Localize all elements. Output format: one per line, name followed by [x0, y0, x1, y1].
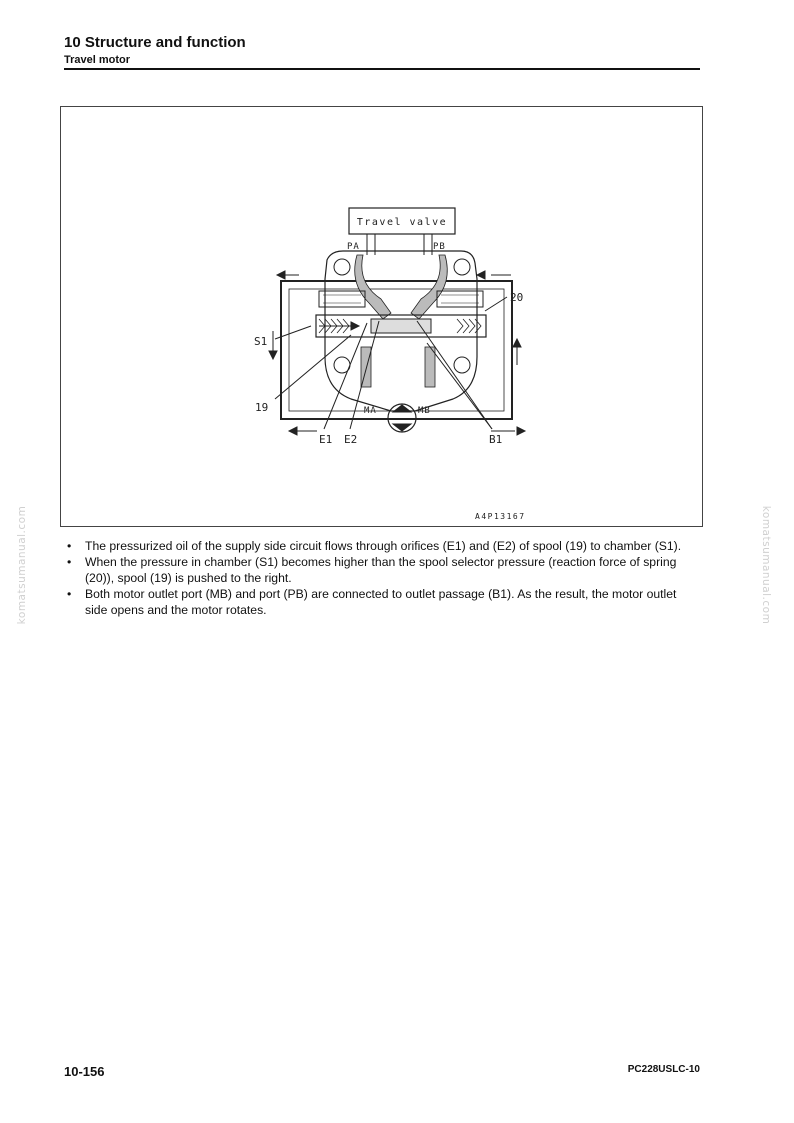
port-label-pa: PA — [347, 242, 360, 252]
bullet-text: Both motor outlet port (MB) and port (PB) are connected to outlet passage (B1). As the result, the motor outlet side opens and the motor rotates. — [85, 587, 677, 617]
port-label-mb: MB — [418, 406, 431, 416]
callout-s1: S1 — [254, 335, 268, 348]
spool-19 — [371, 319, 431, 333]
travel-valve-label: Travel valve — [356, 217, 448, 228]
subsection-title: Travel motor — [64, 54, 131, 66]
callout-e2: E2 — [344, 433, 358, 446]
callout-b1: B1 — [489, 433, 503, 446]
list-item — [64, 554, 700, 586]
bullet-icon: • — [67, 587, 72, 601]
page-number: 10-156 — [64, 1064, 105, 1079]
figure-frame — [60, 106, 703, 527]
list-item — [64, 586, 700, 618]
watermark-left: komatsumanual.com — [16, 505, 28, 625]
bullet-text: The pressurized oil of the supply side circuit flows through orifices (E1) and (E2) of spool (19) to chamber (S1). — [85, 539, 682, 553]
figure-code: A4P13167 — [475, 512, 526, 521]
model-name: PC228USLC-10 — [627, 1064, 700, 1075]
list-item — [64, 538, 700, 554]
travel-valve-diagram — [61, 107, 704, 528]
bullet-icon: • — [67, 539, 72, 553]
bullet-text: When the pressure in chamber (S1) becomes higher than the spool selector pressure (reaction force of spring (20)), spool (19) is pushed to the right. — [85, 555, 677, 585]
bullet-icon: • — [67, 555, 72, 569]
page-header — [64, 34, 700, 67]
callout-20: 20 — [510, 291, 524, 304]
port-label-ma: MA — [364, 406, 377, 416]
header-rule — [64, 68, 700, 70]
section-title: 10 Structure and function — [64, 34, 246, 51]
watermark-right: komatsumanual.com — [760, 505, 772, 625]
callout-e1: E1 — [319, 433, 333, 446]
bullet-list — [64, 538, 700, 618]
port-label-pb: PB — [433, 242, 446, 252]
callout-19: 19 — [255, 401, 269, 414]
